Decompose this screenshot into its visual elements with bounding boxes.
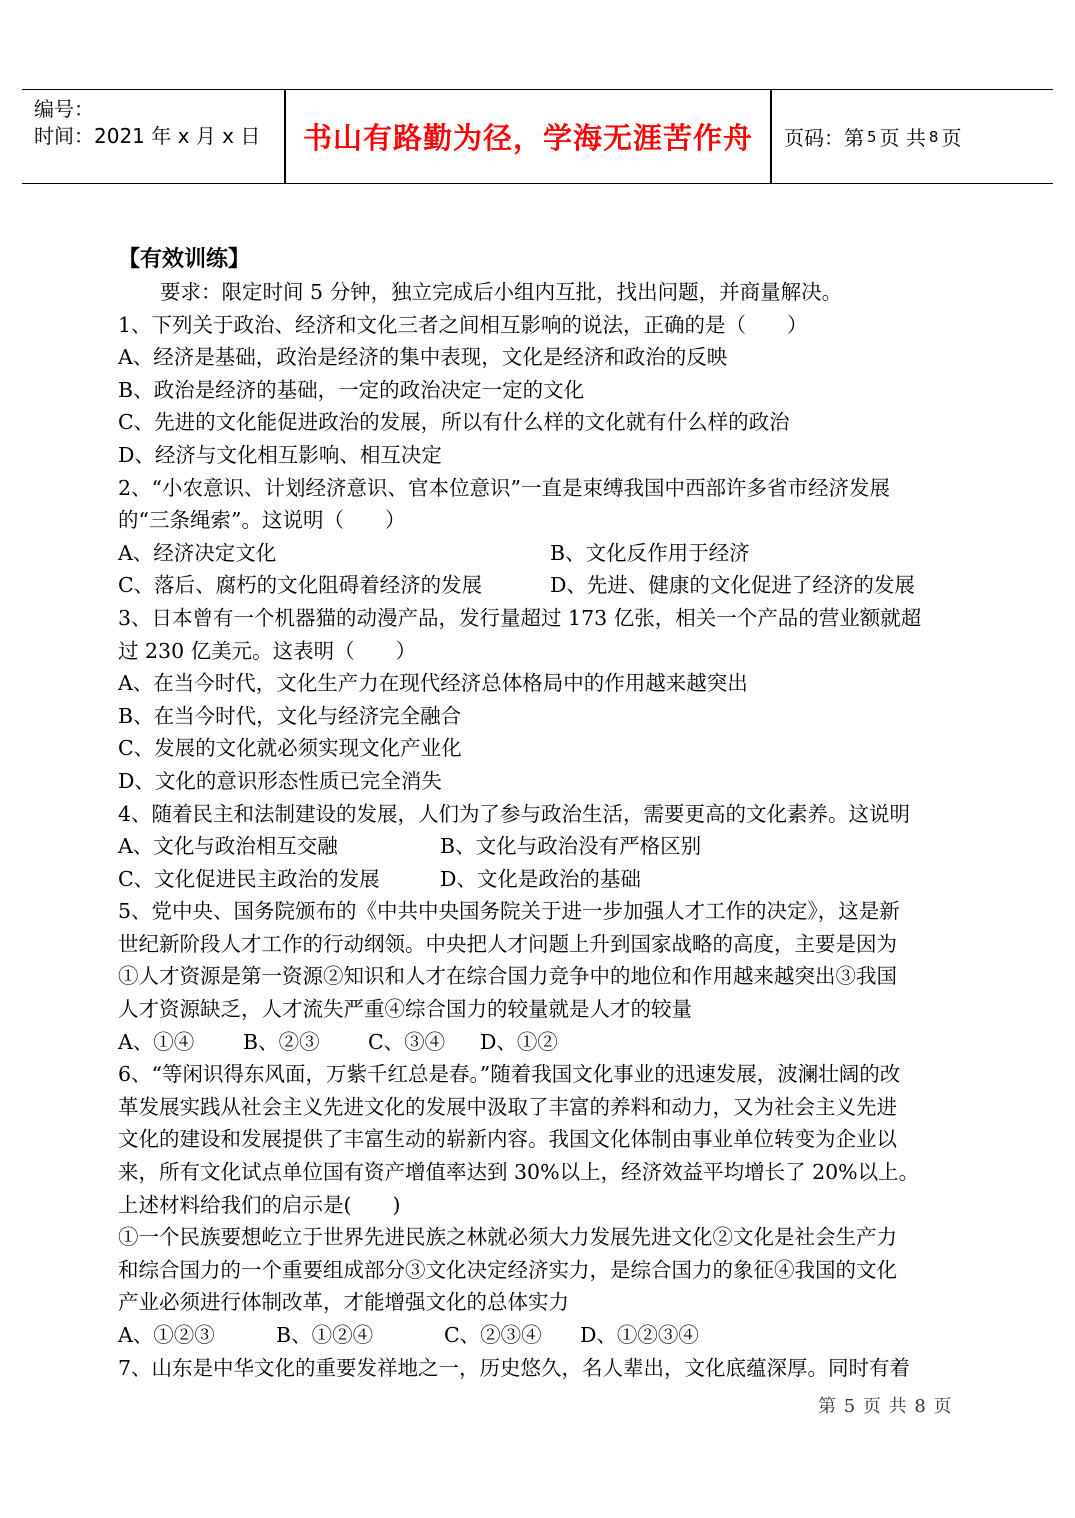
q1-option-c: C、先进的文化能促进政治的发展，所以有什么样的文化就有什么样的政治 xyxy=(118,410,790,435)
page-footer: 第 5 页 共 8 页 xyxy=(818,1396,953,1417)
requirement-text: 要求：限定时间 5 分钟，独立完成后小组内互批，找出问题，并商量解决。 xyxy=(160,280,843,304)
q2-options-row2 xyxy=(118,569,978,602)
q4-options-row1 xyxy=(118,830,978,863)
q6-option-d: D、①②③④ xyxy=(580,1323,699,1347)
serial-label: 编号： xyxy=(34,97,94,121)
q2-stem-line1: 2、“小农意识、计划经济意识、官本位意识”一直是束缚我国中西部许多省市经济发展 xyxy=(118,475,891,500)
q5-option-b: B、②③ xyxy=(243,1029,320,1054)
q1-stem: 1、下列关于政治、经济和文化三者之间相互影响的说法，正确的是（ ） xyxy=(118,312,808,337)
q4-option-b: B、文化与政治没有严格区别 xyxy=(440,834,702,859)
q5-stem-line3: ①人才资源是第一资源②知识和人才在综合国力竞争中的地位和作用越来越突出③我国 xyxy=(118,964,897,989)
page-end: 页 xyxy=(941,126,962,150)
q7-stem-line1: 7、山东是中华文化的重要发祥地之一，历史悠久，名人辈出，文化底蕴深厚。同时有着 xyxy=(118,1355,911,1380)
q6-stem-line3: 文化的建设和发展提供了丰富生动的崭新内容。我国文化体制由事业单位转变为企业以 xyxy=(118,1127,897,1152)
q4-options-row2 xyxy=(118,863,978,896)
q6-statement-line3: 产业必须进行体制改革，才能增强文化的总体实力 xyxy=(118,1290,569,1315)
q3-stem-line1: 3、日本曾有一个机器猫的动漫产品，发行量超过 173 亿张，相关一个产品的营业额就超 xyxy=(118,605,922,630)
q2-stem-line2: 的“三条绳索”。这说明（ ） xyxy=(118,508,406,533)
q4-option-c: C、文化促进民主政治的发展 xyxy=(118,866,380,891)
q2-options-row1 xyxy=(118,537,978,570)
header-motto: 书山有路勤为径，学海无涯苦作舟 xyxy=(302,121,753,155)
q4-stem: 4、随着民主和法制建设的发展，人们为了参与政治生活，需要更高的文化素养。这说明 xyxy=(118,801,911,826)
q6-statement-line1: ①一个民族要想屹立于世界先进民族之林就必须大力发展先进文化②文化是社会生产力 xyxy=(118,1225,897,1250)
q5-stem-line4: 人才资源缺乏，人才流失严重④综合国力的较量就是人才的较量 xyxy=(118,997,692,1022)
q5-option-c: C、③④ xyxy=(368,1029,446,1054)
document-header xyxy=(22,89,1053,184)
q6-options xyxy=(118,1319,978,1352)
page-current: 5 xyxy=(867,127,877,146)
q4-option-a: A、文化与政治相互交融 xyxy=(118,834,338,859)
q6-stem-line2: 革发展实践从社会主义先进文化的发展中汲取了丰富的养料和动力，又为社会主义先进 xyxy=(118,1094,897,1119)
page-label: 页码：第 xyxy=(784,126,864,150)
q2-option-c: C、落后、腐朽的文化阻碍着经济的发展 xyxy=(118,573,483,598)
q6-option-b: B、①②④ xyxy=(276,1323,374,1347)
q6-stem-line1: 6、“等闲识得东风面，万紫千红总是春。”随着我国文化事业的迅速发展，波澜壮阔的改 xyxy=(118,1062,901,1087)
q5-stem-line1: 5、党中央、国务院颁布的《中共中央国务院关于进一步加强人才工作的决定》，这是新 xyxy=(118,899,900,924)
q5-options xyxy=(118,1026,978,1059)
q6-option-a: A、①②③ xyxy=(118,1323,215,1347)
q5-option-a: A、①④ xyxy=(118,1029,195,1054)
header-meta xyxy=(34,96,284,150)
worksheet-content xyxy=(118,242,978,1384)
header-divider-right xyxy=(770,90,772,183)
time-label: 时间：2021 年 x 月 x 日 xyxy=(34,124,261,148)
section-title: 【有效训练】 xyxy=(118,246,251,272)
q5-stem-line2: 世纪新阶段人才工作的行动纲领。中央把人才问题上升到国家战略的高度，主要是因为 xyxy=(118,931,897,956)
header-page-info xyxy=(784,90,961,183)
q3-option-a: A、在当今时代，文化生产力在现代经济总体格局中的作用越来越突出 xyxy=(118,671,748,696)
q6-option-c: C、②③④ xyxy=(444,1323,542,1347)
q6-statement-line2: 和综合国力的一个重要组成部分③文化决定经济实力，是综合国力的象征④我国的文化 xyxy=(118,1257,897,1282)
q6-stem-line5: 上述材料给我们的启示是( ) xyxy=(118,1192,401,1217)
page-total: 8 xyxy=(928,127,939,146)
q2-option-b: B、文化反作用于经济 xyxy=(550,540,750,565)
q2-option-d: D、先进、健康的文化促进了经济的发展 xyxy=(550,573,915,598)
q6-stem-line4: 来，所有文化试点单位国有资产增值率达到 30%以上，经济效益平均增长了 20%以上。 xyxy=(118,1160,920,1185)
q5-option-d: D、①② xyxy=(480,1029,558,1054)
q3-option-d: D、文化的意识形态性质已完全消失 xyxy=(118,768,442,793)
q3-option-c: C、发展的文化就必须实现文化产业化 xyxy=(118,736,462,761)
q1-option-d: D、经济与文化相互影响、相互决定 xyxy=(118,442,442,467)
q3-stem-line2: 过 230 亿美元。这表明（ ） xyxy=(118,638,417,663)
q2-option-a: A、经济决定文化 xyxy=(118,540,277,565)
q1-option-b: B、政治是经济的基础，一定的政治决定一定的文化 xyxy=(118,377,585,402)
q3-option-b: B、在当今时代，文化与经济完全融合 xyxy=(118,703,462,728)
page-mid: 页 共 xyxy=(879,126,926,150)
q4-option-d: D、文化是政治的基础 xyxy=(440,866,641,891)
q1-option-a: A、经济是基础，政治是经济的集中表现，文化是经济和政治的反映 xyxy=(118,345,728,370)
